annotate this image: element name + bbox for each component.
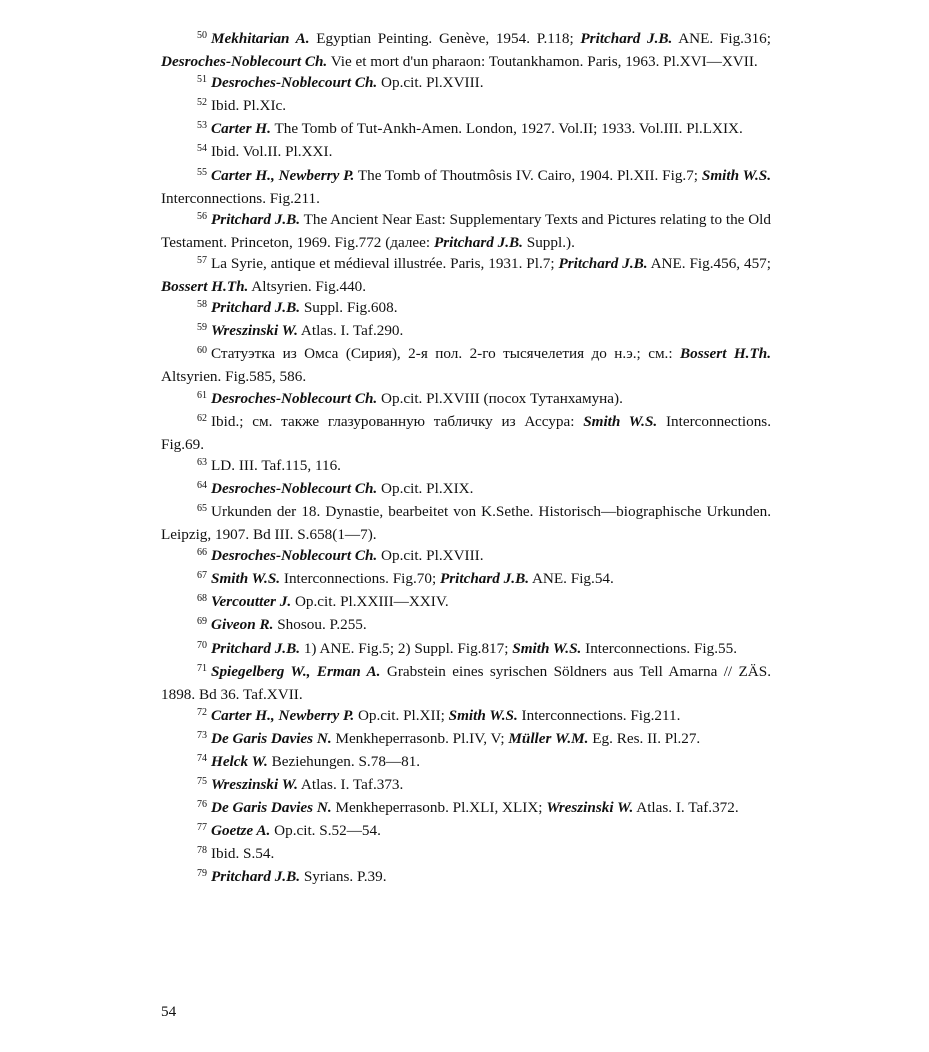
footnote-text: Op.cit. Pl.XIX. <box>377 479 474 497</box>
footnote-author: Pritchard J.B. <box>211 299 301 317</box>
footnote-number: 57 <box>197 254 207 266</box>
footnote <box>161 411 771 455</box>
footnote <box>161 774 771 797</box>
footnote-number: 50 <box>197 30 207 41</box>
footnote <box>161 568 771 591</box>
footnote-number: 51 <box>197 74 207 86</box>
footnote-number: 74 <box>197 753 207 764</box>
footnote-author: Desroches-Noblecourt Ch. <box>211 389 378 407</box>
footnote-text: The Ancient Near East: Supplementary Texts and Pictures relating to the Old Testament. Princeton, 1969. Fig.772 (далее: <box>161 210 771 251</box>
footnote <box>161 843 771 866</box>
footnote-author: Smith W.S. <box>583 412 658 430</box>
footnote-number: 76 <box>197 799 207 811</box>
footnote-author: Pritchard J.B. <box>211 210 301 228</box>
footnotes-block <box>161 28 771 890</box>
footnote-number: 59 <box>197 322 207 334</box>
footnote-author: Giveon R. <box>211 616 274 634</box>
footnote-number: 75 <box>197 776 207 788</box>
footnote <box>161 28 771 72</box>
footnote <box>161 209 771 253</box>
footnote <box>161 705 771 728</box>
footnote-text: Ibid.; см. также глазурованную табличку из Ассура: <box>211 412 584 430</box>
footnote-author: Carter H. <box>211 120 271 138</box>
footnote-text: Suppl.). <box>522 233 575 251</box>
footnote-author: Smith W.S. <box>701 166 772 184</box>
footnote-author: Spiegelberg W., Erman A. <box>211 662 381 680</box>
footnote-author: Pritchard J.B. <box>433 233 523 251</box>
footnote-author: Carter H., Newberry P. <box>211 166 355 184</box>
footnote-author: Smith W.S. <box>211 570 281 588</box>
footnote <box>161 72 771 95</box>
footnote-text: Interconnections. Fig.55. <box>581 639 738 657</box>
footnote-text: Syrians. P.39. <box>300 868 387 886</box>
footnote-text: Статуэтка из Омса (Сирия), 2-я пол. 2-го тысячелетия до н.э.; см.: <box>211 345 681 363</box>
footnote-text: Egyptian Peinting. Genève, 1954. P.118; <box>309 30 581 47</box>
footnote-author: Goetze A. <box>211 822 271 840</box>
footnote-number: 58 <box>197 299 207 311</box>
footnote-text: Interconnections. Fig.211. <box>517 706 681 724</box>
footnote-text: Atlas. I. Taf.372. <box>633 799 739 817</box>
footnote-author: Wreszinski W. <box>211 322 298 340</box>
footnote-author: Desroches-Noblecourt Ch. <box>211 479 378 497</box>
footnote-text: Grabstein eines syrischen Söldners aus Tell Amarna // ZÄS. 1898. Bd 36. Taf.XVII. <box>161 662 771 703</box>
footnote-number: 52 <box>197 97 207 109</box>
footnote <box>161 591 771 614</box>
footnote-text: Atlas. I. Taf.373. <box>297 776 404 794</box>
footnote <box>161 728 771 751</box>
footnote-number: 66 <box>197 547 207 559</box>
footnote-author: Müller W.M. <box>508 729 589 747</box>
footnote-number: 77 <box>197 822 207 834</box>
footnote <box>161 545 771 568</box>
footnote <box>161 797 771 820</box>
footnote-text: Vie et mort d'un pharaon: Toutankhamon. Paris, 1963. Pl.XVI—XVII. <box>327 53 758 71</box>
footnote-text: Menkheperrasonb. Pl.XLI, XLIX; <box>331 799 547 817</box>
footnote-author: Pritchard J.B. <box>580 30 673 47</box>
footnote <box>161 320 771 343</box>
footnote-text: Interconnections. Fig.211. <box>161 189 320 207</box>
footnote-text: Altsyrien. Fig.440. <box>248 278 367 296</box>
footnote-number: 70 <box>197 639 207 651</box>
footnote-text: Ibid. Vol.II. Pl.XXI. <box>211 143 333 161</box>
footnote-number: 53 <box>197 120 207 132</box>
footnote <box>161 751 771 774</box>
footnote-author: Pritchard J.B. <box>211 868 301 886</box>
footnote-number: 63 <box>197 456 207 468</box>
footnote-number: 64 <box>197 479 207 491</box>
footnote-text: Eg. Res. II. Pl.27. <box>588 729 701 747</box>
footnote-number: 65 <box>197 502 207 514</box>
footnote-text: Menkheperrasonb. Pl.IV, V; <box>331 729 509 747</box>
footnote-author: Desroches-Noblecourt Ch. <box>161 53 328 71</box>
footnote-text: LD. III. Taf.115, 116. <box>211 456 341 474</box>
footnote-text: Op.cit. Pl.XII; <box>354 706 449 724</box>
footnote <box>161 165 771 209</box>
footnote <box>161 95 771 118</box>
footnote-number: 71 <box>197 662 207 674</box>
footnote-text: Ibid. Pl.XIc. <box>211 97 287 115</box>
footnote-author: Helck W. <box>211 753 268 770</box>
footnote-author: Pritchard J.B. <box>558 254 648 272</box>
footnote-author: Pritchard J.B. <box>439 570 529 588</box>
footnote <box>161 661 771 705</box>
footnote <box>161 478 771 501</box>
footnote-author: Carter H., Newberry P. <box>211 706 355 724</box>
footnote-text: ANE. Fig.456, 457; <box>647 254 771 272</box>
footnote-text: Urkunden der 18. Dynastie, bearbeitet von K.Sethe. Historisch—biographische Urkunden. Leipzig, 1907. Bd III. S.658(1—7). <box>161 502 771 544</box>
footnote-text: Interconnections. Fig.70; <box>280 570 440 588</box>
footnote <box>161 297 771 320</box>
footnote-author: Desroches-Noblecourt Ch. <box>211 547 378 565</box>
footnote-text: ANE. Fig.54. <box>529 570 614 588</box>
footnote-text: La Syrie, antique et médieval illustrée. Paris, 1931. Pl.7; <box>211 254 559 272</box>
footnote-author: Smith W.S. <box>448 706 518 724</box>
footnote-text: The Tomb of Tut-Ankh-Amen. London, 1927. Vol.II; 1933. Vol.III. Pl.LXIX. <box>270 120 743 138</box>
footnote-number: 68 <box>197 593 207 605</box>
footnote-text: ANE. Fig.316; <box>672 30 771 47</box>
footnote-text: Shosou. P.255. <box>273 616 367 634</box>
footnote-author: Desroches-Noblecourt Ch. <box>211 74 378 92</box>
footnote-text: Altsyrien. Fig.585, 586. <box>161 368 307 386</box>
footnote <box>161 388 771 411</box>
footnote-text: The Tomb of Thoutmôsis IV. Cairo, 1904. Pl.XII. Fig.7; <box>354 166 702 184</box>
footnote-number: 62 <box>197 412 207 424</box>
footnote-author: De Garis Davies N. <box>211 799 332 817</box>
footnote-number: 78 <box>197 845 207 857</box>
footnote-text: Op.cit. Pl.XVIII (посох Тутанхамуна). <box>377 389 623 407</box>
page-number: 54 <box>161 1003 177 1020</box>
footnote-number: 55 <box>197 166 207 178</box>
footnote-author: Pritchard J.B. <box>211 639 301 657</box>
footnote <box>161 501 771 545</box>
footnote-number: 79 <box>197 868 207 880</box>
footnote-text: Ibid. S.54. <box>211 845 275 863</box>
footnote-text: Atlas. I. Taf.290. <box>297 322 404 340</box>
footnote <box>161 866 771 889</box>
footnote-author: De Garis Davies N. <box>211 729 332 747</box>
footnote-number: 56 <box>197 210 207 222</box>
footnote-text: Op.cit. S.52—54. <box>270 822 381 840</box>
footnote-text: Interconnections. Fig.69. <box>161 412 771 453</box>
footnote-number: 61 <box>197 389 207 401</box>
footnote <box>161 118 771 141</box>
footnote-author: Bossert H.Th. <box>680 345 771 363</box>
footnote-number: 73 <box>197 729 207 741</box>
footnote-text: Beziehungen. S.78—81. <box>267 753 421 770</box>
footnote-text: Suppl. Fig.608. <box>300 299 398 317</box>
footnote-author: Bossert H.Th. <box>161 278 249 296</box>
footnote-text: Op.cit. Pl.XXIII—XXIV. <box>291 593 449 611</box>
footnote-text: 1) ANE. Fig.5; 2) Suppl. Fig.817; <box>300 639 513 657</box>
footnote-text: Op.cit. Pl.XVIII. <box>377 74 484 92</box>
footnote <box>161 343 771 387</box>
footnote-number: 69 <box>197 616 207 628</box>
footnote-number: 72 <box>197 706 207 718</box>
footnote-text: Op.cit. Pl.XVIII. <box>377 547 484 565</box>
footnote-number: 67 <box>197 570 207 582</box>
footnote-author: Wreszinski W. <box>211 776 298 794</box>
footnote-author: Wreszinski W. <box>546 799 634 817</box>
footnote <box>161 820 771 843</box>
footnote-number: 60 <box>197 345 207 357</box>
footnote-author: Vercoutter J. <box>211 593 292 611</box>
footnote-number: 54 <box>197 143 207 155</box>
footnote <box>161 253 771 297</box>
footnote-author: Smith W.S. <box>512 639 582 657</box>
footnote-author: Mekhitarian A. <box>211 30 310 47</box>
footnote <box>161 141 771 164</box>
footnote <box>161 614 771 637</box>
footnote <box>161 455 771 478</box>
footnote <box>161 638 771 661</box>
